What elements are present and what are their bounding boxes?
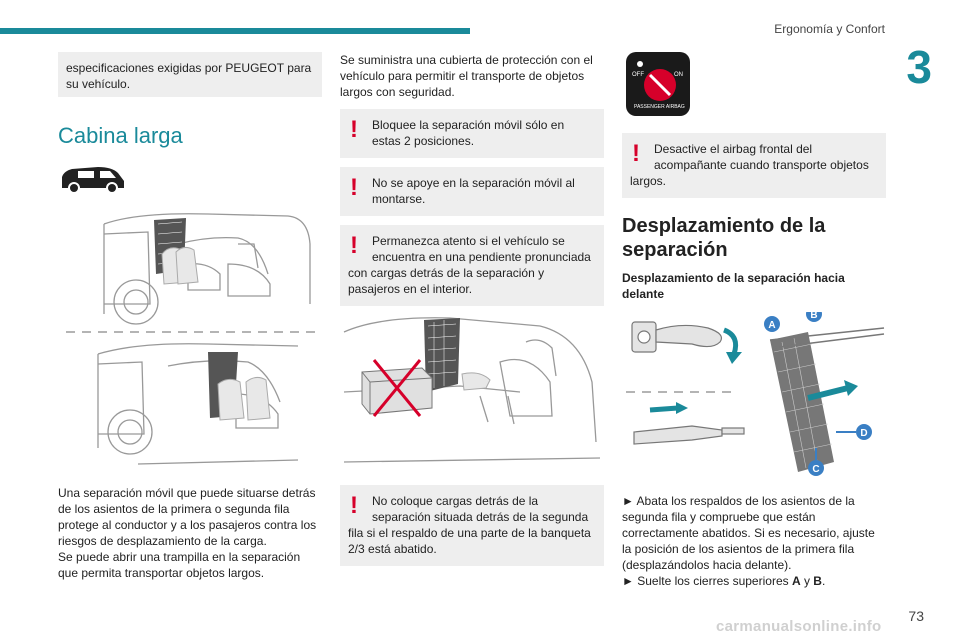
svg-text:B: B <box>810 312 818 321</box>
subheading-hacia-delante: Desplazamiento de la separación hacia delante <box>622 271 845 301</box>
intro-note <box>58 52 322 97</box>
warning-text-line2: fila si el respaldo de una parte de la banqueta 2/3 está abatido. <box>348 526 591 556</box>
header-accent-bar <box>0 28 470 34</box>
warning-exclamation-icon: ! <box>350 174 358 201</box>
chapter-number: 3 <box>906 41 932 93</box>
column-2 <box>340 52 604 566</box>
rail-drawing <box>634 426 744 444</box>
warning-text-line1: No coloque cargas detrás de la separación situada detrás de la segunda <box>372 494 589 524</box>
column-3 <box>622 52 886 589</box>
passenger-airbag-off-icon <box>626 52 690 116</box>
warning-text-line1: Desactive el airbag frontal del acompañante cuando transporte objetos <box>654 142 869 172</box>
warning-text-line2: con cargas detrás de la separación y pasajeros en el interior. <box>348 266 545 296</box>
cabina-body-1: Una separación móvil que puede situarse detrás de los asientos de la primera o segunda fila protege al conductor y a los pasajeros contra los riesgos de desplazamiento de la carga. <box>58 486 317 548</box>
folded-seat <box>462 373 490 390</box>
warning-lock-positions <box>340 109 604 158</box>
partition-mesh <box>770 332 834 472</box>
svg-text:D: D <box>860 428 868 439</box>
warning-exclamation-icon: ! <box>350 232 358 259</box>
airbag-off-label: OFF <box>632 72 644 78</box>
step-1: ► Abata los respaldos de los asientos de la segunda fila y compruebe que están correctamente abatidos. Si es necesario, ajuste la posición de los asientos de la primera fila (desplazándolos hacia delante). <box>622 494 875 572</box>
warning-slope <box>340 225 604 306</box>
watermark: carmanualsonline.info <box>716 618 882 635</box>
warning-text: No se apoye en la separación móvil al montarse. <box>372 176 575 206</box>
warning-airbag <box>622 133 886 198</box>
cabin-partition-illustration <box>58 204 322 474</box>
latch-handle-drawing <box>632 322 722 352</box>
intro-note-text: especificaciones exigidas por PEUGEOT para su vehículo. <box>66 61 312 91</box>
column-1 <box>58 52 322 581</box>
callout-a <box>764 316 780 332</box>
heading-cabina-larga: Cabina larga <box>58 123 183 148</box>
seats-upper <box>162 247 198 284</box>
callout-c <box>808 460 824 476</box>
heading-desplazamiento: Desplazamiento de la separación <box>622 215 826 261</box>
cargo-box <box>362 368 432 414</box>
ref-b: B <box>813 574 822 588</box>
callout-d <box>856 424 872 440</box>
airbag-on-label: ON <box>674 72 683 78</box>
warning-text: Bloquee la separación móvil sólo en estas 2 posiciones. <box>372 118 565 148</box>
page-number: 73 <box>908 608 924 624</box>
van-upper-drawing <box>104 214 310 324</box>
rotate-arrow-icon <box>724 330 736 354</box>
step-2: ► Suelte los cierres superiores A y B. <box>622 574 826 588</box>
callout-b <box>806 312 822 322</box>
warning-exclamation-icon: ! <box>632 140 640 167</box>
cabina-body-2: Se puede abrir una trampilla en la separación que permita transportar objetos largos. <box>58 550 301 580</box>
section-title: Ergonomía y Confort <box>774 22 885 36</box>
airbag-passenger-label: PASSENGER AIRBAG <box>634 104 685 110</box>
van-icon <box>58 163 128 197</box>
ref-a: A <box>791 574 801 588</box>
warning-no-load-folded <box>340 485 604 566</box>
warning-no-lean <box>340 167 604 216</box>
warning-text-line1: Permanezca atento si el vehículo se encuentra en una pendiente pronunciada <box>372 234 591 264</box>
warning-text-line2: largos. <box>630 174 667 188</box>
svg-text:A: A <box>768 320 776 331</box>
load-warning-illustration <box>340 312 604 472</box>
warning-exclamation-icon: ! <box>350 492 358 519</box>
cover-intro: Se suministra una cubierta de protección con el vehículo para permitir el transporte de objetos largos con seguridad. <box>340 53 593 99</box>
partition-release-illustration <box>622 312 886 480</box>
svg-text:C: C <box>812 464 820 475</box>
slide-arrow-icon <box>650 408 678 410</box>
seats-lower <box>218 377 270 420</box>
warning-exclamation-icon: ! <box>350 116 358 143</box>
